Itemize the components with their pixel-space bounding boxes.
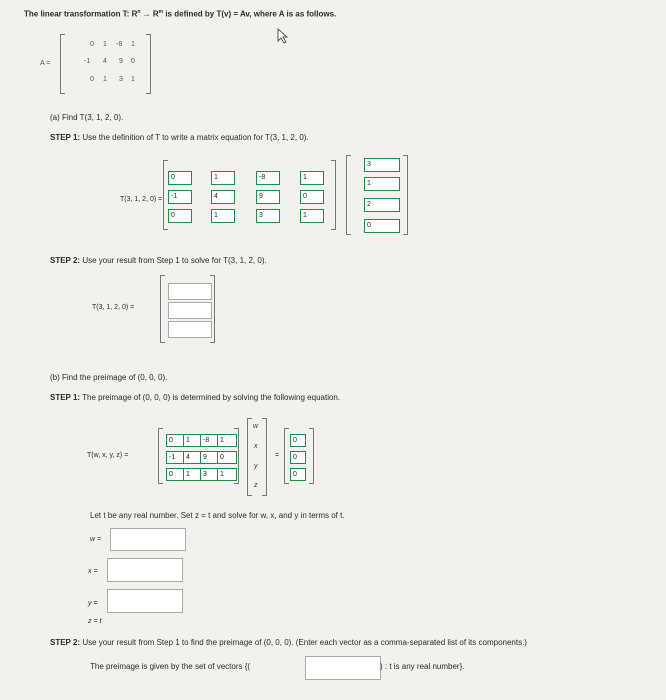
matrix-entry-input[interactable] [211, 171, 235, 185]
matrix-entry-input[interactable] [217, 468, 237, 481]
matrix-entry-input[interactable] [256, 171, 280, 185]
result-entry-2-input[interactable] [168, 302, 212, 319]
matrix-entry-input[interactable] [217, 451, 237, 464]
matrix-a-entry: 0 [131, 58, 135, 65]
variable-vector-right-bracket [262, 418, 267, 496]
variable: w [253, 423, 259, 430]
rhs-entry-input[interactable] [290, 468, 306, 481]
part-a-equation-lhs: T(3, 1, 2, 0) = [120, 196, 163, 203]
rhs-entry-input[interactable] [290, 451, 306, 464]
w-label: w = [90, 536, 102, 543]
y-input[interactable] [107, 589, 183, 613]
part-b-equation-lhs: T(w, x, y, z) = [87, 452, 129, 459]
step-label: STEP 1: [50, 133, 81, 142]
part-a-title: (a) Find T(3, 1, 2, 0). [50, 113, 124, 122]
step-text: Use the definition of T to write a matrix equation for T(3, 1, 2, 0). [82, 133, 309, 142]
part-a-step2 [50, 256, 267, 265]
vector-entry-input[interactable] [364, 219, 400, 233]
matrix-a-entry: 1 [131, 41, 135, 48]
matrix-a-left-bracket [60, 34, 65, 94]
variable: x [254, 443, 258, 450]
step-label: STEP 2: [50, 638, 81, 647]
variable-vector-left-bracket [247, 418, 252, 496]
matrix-entry-input[interactable] [256, 190, 280, 204]
part-b-title: (b) Find the preimage of (0, 0, 0). [50, 373, 168, 382]
matrix-a-entry: 0 [90, 76, 94, 83]
part-a-matrix-right-bracket [331, 160, 336, 230]
part-a-step1 [50, 133, 309, 142]
matrix-a-entry: 1 [103, 76, 107, 83]
matrix-a-entry: -8 [116, 41, 123, 48]
step-text: The preimage of (0, 0, 0) is determined by solving the following equation. [82, 393, 341, 402]
matrix-entry-input[interactable] [168, 171, 192, 185]
rhs-right-bracket [309, 428, 314, 484]
variable: z [254, 482, 258, 489]
matrix-entry-input[interactable] [300, 209, 324, 223]
matrix-a-entry: -1 [84, 58, 91, 65]
y-label: y = [88, 600, 98, 607]
step-label: STEP 1: [50, 393, 81, 402]
preimage-prefix: The preimage is given by the set of vectors {( [90, 662, 251, 671]
rhs-left-bracket [284, 428, 289, 484]
x-input[interactable] [107, 558, 183, 582]
preimage-suffix: ) : t is any real number}. [380, 662, 465, 671]
matrix-a-entry: 3 [119, 76, 123, 83]
matrix-entry-input[interactable] [211, 190, 235, 204]
part-a-vector-right-bracket [403, 155, 408, 235]
problem-statement: The linear transformation T: $R^n \to R^m$ is defined by T(v) = Av, where A is as follows. [24, 9, 337, 19]
vector-entry-input[interactable] [364, 198, 400, 212]
part-b-matrix-left-bracket [158, 428, 163, 484]
variable: y [254, 463, 258, 470]
matrix-entry-input[interactable] [211, 209, 235, 223]
let-t-instruction: Let t be any real number. Set z = t and solve for w, x, and y in terms of t. [90, 511, 345, 520]
part-a-result-lhs: T(3, 1, 2, 0) = [92, 304, 135, 311]
matrix-a-entry: 1 [131, 76, 135, 83]
part-a-vector-left-bracket [346, 155, 351, 235]
step-label: STEP 2: [50, 256, 81, 265]
cursor-icon [277, 28, 291, 46]
matrix-a-right-bracket [146, 34, 151, 94]
part-b-step2 [50, 638, 662, 647]
z-equals-t: z = t [88, 618, 102, 625]
matrix-a-entry: 9 [119, 58, 123, 65]
x-label: x = [88, 568, 98, 575]
matrix-a-entry: 0 [90, 41, 94, 48]
equals-sign: = [275, 452, 280, 459]
vector-entry-input[interactable] [364, 158, 400, 172]
part-b-step1 [50, 393, 340, 402]
matrix-entry-input[interactable] [300, 171, 324, 185]
rhs-entry-input[interactable] [290, 434, 306, 447]
preimage-input[interactable] [305, 656, 381, 680]
matrix-entry-input[interactable] [217, 434, 237, 447]
matrix-entry-input[interactable] [300, 190, 324, 204]
step-text: Use your result from Step 1 to find the preimage of (0, 0, 0). (Enter each vector as a comma-separated list of its components.) [82, 638, 527, 647]
w-input[interactable] [110, 528, 186, 551]
matrix-a-label: A = [40, 60, 51, 67]
matrix-a-entry: 4 [103, 58, 107, 65]
vector-entry-input[interactable] [364, 177, 400, 191]
result-left-bracket [160, 275, 165, 343]
matrix-entry-input[interactable] [256, 209, 280, 223]
result-entry-3-input[interactable] [168, 321, 212, 338]
matrix-entry-input[interactable] [168, 190, 192, 204]
step-text: Use your result from Step 1 to solve for T(3, 1, 2, 0). [82, 256, 267, 265]
matrix-a-entry: 1 [103, 41, 107, 48]
result-entry-1-input[interactable] [168, 283, 212, 300]
matrix-entry-input[interactable] [168, 209, 192, 223]
